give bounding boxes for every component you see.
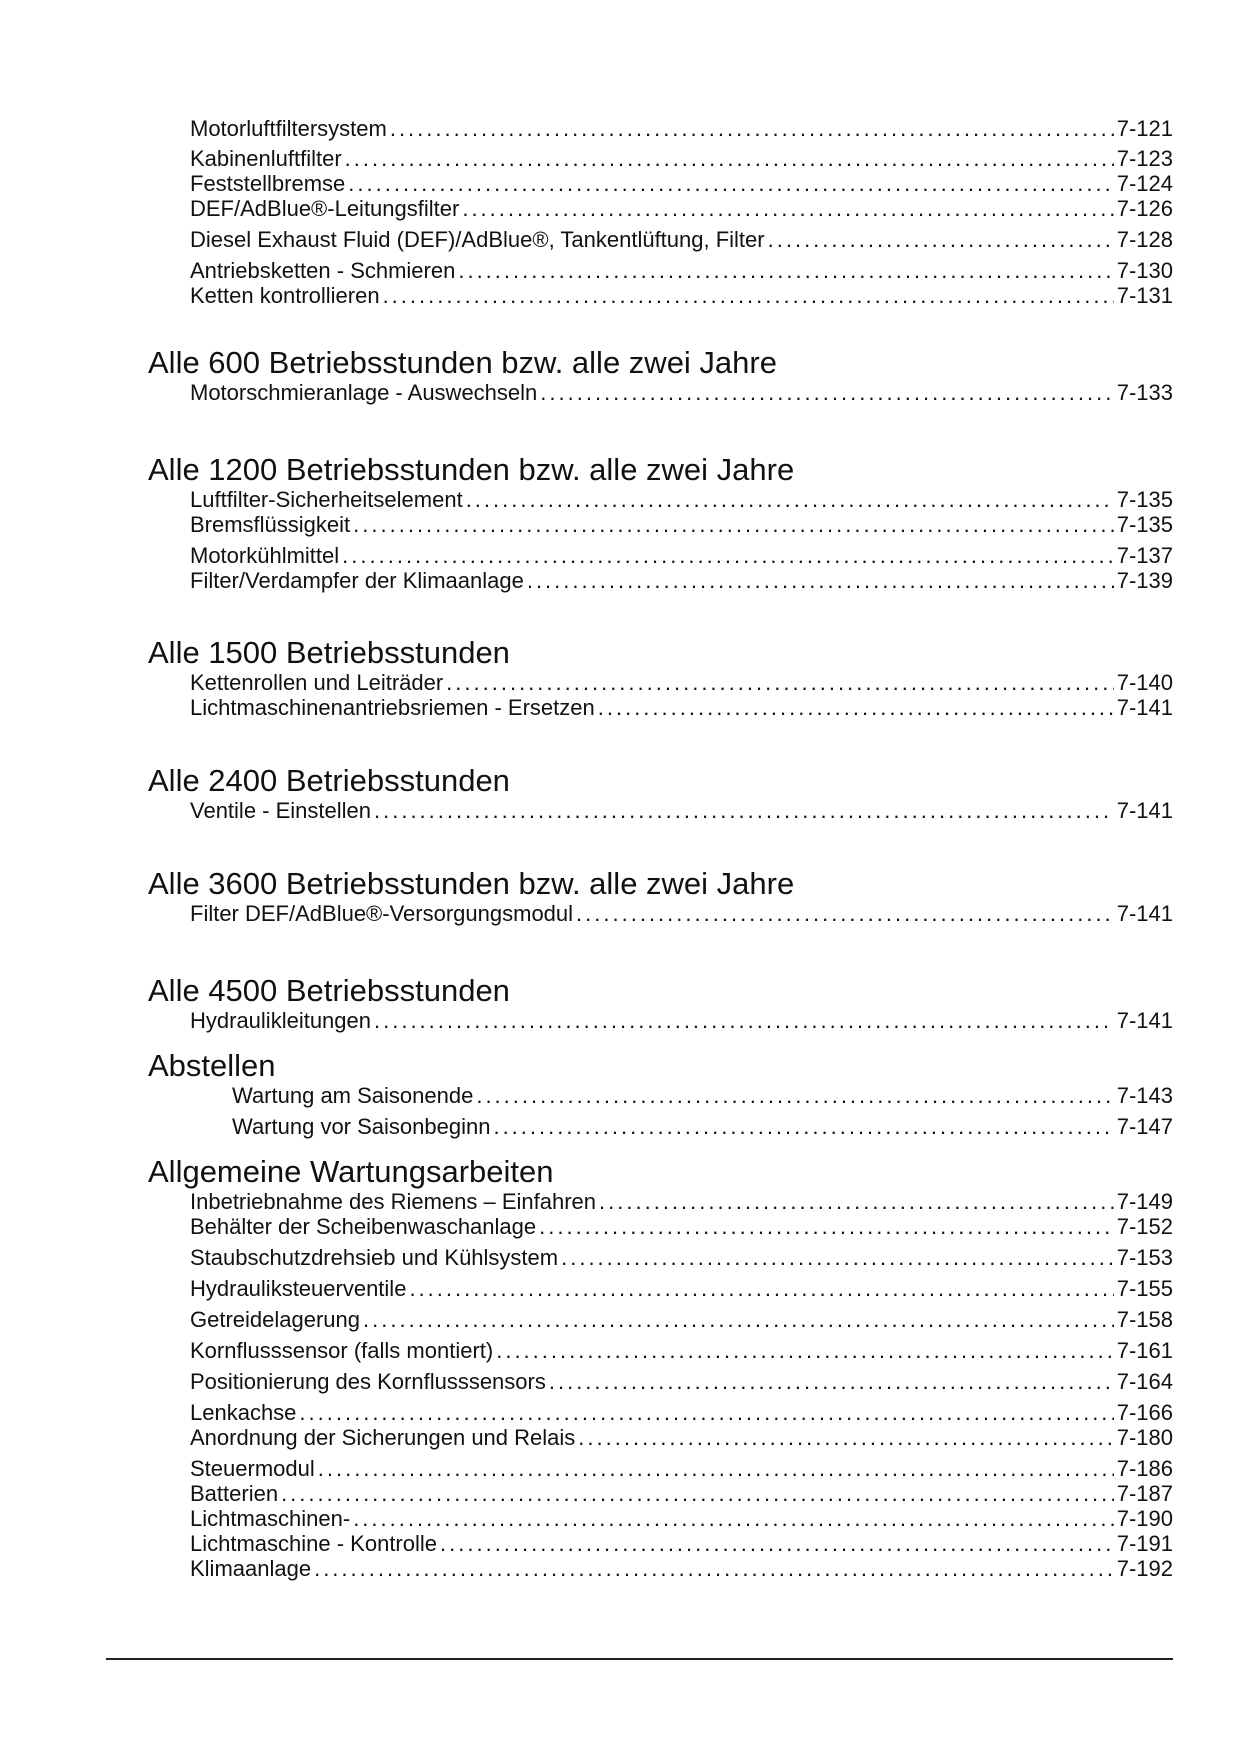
toc-entry[interactable] (148, 1276, 1173, 1301)
toc-entry-title: Feststellbremse (190, 171, 346, 196)
toc-entry-title: Positionierung des Kornflusssensors (190, 1369, 546, 1394)
dot-leader (345, 146, 1114, 171)
toc-entry-page: 7-180 (1116, 1425, 1173, 1450)
dot-leader (462, 196, 1113, 221)
toc-entry[interactable] (148, 695, 1173, 720)
toc-entry-title: DEF/AdBlue®-Leitungsfilter (190, 196, 460, 221)
toc-entry-page: 7-141 (1116, 1008, 1173, 1033)
dot-leader (549, 1369, 1114, 1394)
toc-group (148, 1155, 1173, 1581)
section-heading: Alle 600 Betriebsstunden bzw. alle zwei Jahre (148, 345, 777, 380)
toc-entry[interactable] (148, 568, 1173, 593)
dot-leader (390, 116, 1114, 141)
dot-leader (458, 258, 1113, 283)
section-heading: Allgemeine Wartungsarbeiten (148, 1154, 554, 1189)
toc-group (148, 1049, 1173, 1139)
toc-entry-title: Ketten kontrollieren (190, 283, 380, 308)
section-heading: Alle 3600 Betriebsstunden bzw. alle zwei Jahre (148, 866, 795, 901)
toc-entry-page: 7-147 (1116, 1114, 1173, 1139)
dot-leader (576, 901, 1114, 926)
toc-entry-title: Filter DEF/AdBlue®-Versorgungsmodul (190, 901, 574, 926)
toc-entry-page: 7-141 (1116, 798, 1173, 823)
toc-entry-page: 7-135 (1116, 512, 1173, 537)
dot-leader (374, 798, 1114, 823)
toc-entry[interactable] (148, 798, 1173, 823)
section-heading: Alle 2400 Betriebsstunden (148, 763, 510, 798)
toc-group (148, 346, 1173, 405)
toc-entry[interactable] (148, 1114, 1173, 1139)
toc-entry[interactable] (148, 1245, 1173, 1270)
dot-leader (363, 1307, 1114, 1332)
toc-entry-page: 7-143 (1116, 1083, 1173, 1108)
toc-entry[interactable] (148, 1083, 1173, 1108)
toc-entry-page: 7-153 (1116, 1245, 1173, 1270)
toc-entry[interactable] (148, 116, 1173, 141)
dot-leader (527, 568, 1114, 593)
toc-entry-title: Lichtmaschine - Kontrolle (190, 1531, 438, 1556)
dot-leader (353, 1506, 1114, 1531)
toc-entry-page: 7-191 (1116, 1531, 1173, 1556)
toc-entry-page: 7-139 (1116, 568, 1173, 593)
toc-entry[interactable] (148, 1556, 1173, 1581)
dot-leader (383, 283, 1114, 308)
dot-leader (578, 1425, 1113, 1450)
toc-entry-title: Anordnung der Sicherungen und Relais (190, 1425, 576, 1450)
toc-entry-title: Staubschutzdrehsieb und Kühlsystem (190, 1245, 559, 1270)
dot-leader (318, 1456, 1114, 1481)
toc-entry-title: Batterien (190, 1481, 279, 1506)
toc-entry-title: Klimaanlage (190, 1556, 312, 1581)
toc-entry-title: Antriebsketten - Schmieren (190, 258, 456, 283)
dot-leader (299, 1400, 1113, 1425)
dot-leader (476, 1083, 1113, 1108)
dot-leader (440, 1531, 1114, 1556)
toc-entry-page: 7-126 (1116, 196, 1173, 221)
toc-entry-title: Kabinenluftfilter (190, 146, 342, 171)
toc-entry[interactable] (148, 380, 1173, 405)
toc-entry[interactable] (148, 1481, 1173, 1506)
dot-leader (353, 512, 1114, 537)
dot-leader (348, 171, 1113, 196)
table-of-contents (148, 116, 1173, 1581)
dot-leader (496, 1338, 1114, 1363)
toc-entry-page: 7-161 (1116, 1338, 1173, 1363)
toc-entry-page: 7-186 (1116, 1456, 1173, 1481)
toc-entry-title: Kornflusssensor (falls montiert) (190, 1338, 494, 1363)
section-heading: Abstellen (148, 1048, 276, 1083)
dot-leader (540, 380, 1113, 405)
dot-leader (768, 227, 1114, 252)
toc-entry[interactable] (148, 1189, 1173, 1214)
dot-leader (466, 487, 1114, 512)
dot-leader (599, 1189, 1114, 1214)
toc-entry[interactable] (148, 171, 1173, 196)
toc-entry[interactable] (148, 1369, 1173, 1394)
dot-leader (561, 1245, 1114, 1270)
footer-rule (106, 1658, 1173, 1660)
dot-leader (539, 1214, 1114, 1239)
toc-entry[interactable] (148, 258, 1173, 283)
toc-entry-page: 7-133 (1116, 380, 1173, 405)
dot-leader (598, 695, 1114, 720)
toc-entry-title: Hydrauliksteuerventile (190, 1276, 407, 1301)
toc-entry[interactable] (148, 196, 1173, 221)
toc-entry-page: 7-152 (1116, 1214, 1173, 1239)
toc-group (148, 116, 1173, 308)
section-heading: Alle 1500 Betriebsstunden (148, 635, 510, 670)
toc-group (148, 453, 1173, 593)
toc-entry-page: 7-123 (1116, 146, 1173, 171)
toc-entry[interactable] (148, 901, 1173, 926)
dot-leader (446, 670, 1114, 695)
toc-entry-title: Filter/Verdampfer der Klimaanlage (190, 568, 524, 593)
toc-entry-page: 7-164 (1116, 1369, 1173, 1394)
toc-entry[interactable] (148, 543, 1173, 568)
toc-entry-page: 7-121 (1116, 116, 1173, 141)
toc-entry-title: Motorschmieranlage - Auswechseln (190, 380, 538, 405)
dot-leader (342, 543, 1114, 568)
toc-entry-page: 7-141 (1116, 695, 1173, 720)
toc-entry[interactable] (148, 1214, 1173, 1239)
toc-entry[interactable] (148, 1307, 1173, 1332)
toc-entry-title: Behälter der Scheibenwaschanlage (190, 1214, 537, 1239)
toc-entry-page: 7-128 (1116, 227, 1173, 252)
toc-entry-title: Lichtmaschinen- (190, 1506, 351, 1531)
toc-entry-page: 7-166 (1116, 1400, 1173, 1425)
toc-entry-title: Kettenrollen und Leiträder (190, 670, 444, 695)
toc-entry-title: Steuermodul (190, 1456, 315, 1481)
toc-entry[interactable] (148, 1531, 1173, 1556)
toc-group (148, 764, 1173, 823)
toc-entry-title: Wartung am Saisonende (232, 1083, 474, 1108)
toc-entry[interactable] (148, 1456, 1173, 1481)
toc-entry-page: 7-140 (1116, 670, 1173, 695)
toc-entry[interactable] (148, 1425, 1173, 1450)
toc-entry[interactable] (148, 1400, 1173, 1425)
toc-entry-title: Inbetriebnahme des Riemens – Einfahren (190, 1189, 597, 1214)
toc-entry-title: Bremsflüssigkeit (190, 512, 351, 537)
dot-leader (409, 1276, 1113, 1301)
toc-entry-page: 7-155 (1116, 1276, 1173, 1301)
toc-entry-title: Luftfilter-Sicherheitselement (190, 487, 463, 512)
toc-entry[interactable] (148, 146, 1173, 171)
toc-entry[interactable] (148, 1338, 1173, 1363)
toc-entry-page: 7-187 (1116, 1481, 1173, 1506)
toc-entry-page: 7-149 (1116, 1189, 1173, 1214)
toc-entry[interactable] (148, 283, 1173, 308)
toc-entry-page: 7-190 (1116, 1506, 1173, 1531)
toc-entry-title: Motorluftfiltersystem (190, 116, 387, 141)
toc-group (148, 636, 1173, 720)
toc-entry-page: 7-137 (1116, 543, 1173, 568)
toc-entry-page: 7-158 (1116, 1307, 1173, 1332)
toc-group (148, 974, 1173, 1033)
section-heading: Alle 4500 Betriebsstunden (148, 973, 510, 1008)
toc-entry-page: 7-141 (1116, 901, 1173, 926)
dot-leader (314, 1556, 1114, 1581)
dot-leader (493, 1114, 1113, 1139)
toc-entry[interactable] (148, 670, 1173, 695)
toc-entry[interactable] (148, 512, 1173, 537)
dot-leader (281, 1481, 1114, 1506)
toc-group (148, 867, 1173, 926)
toc-entry-title: Wartung vor Saisonbeginn (232, 1114, 491, 1139)
toc-entry-title: Motorkühlmittel (190, 543, 340, 568)
toc-entry-title: Hydraulikleitungen (190, 1008, 371, 1033)
toc-entry-title: Lichtmaschinenantriebsriemen - Ersetzen (190, 695, 595, 720)
toc-entry-page: 7-192 (1116, 1556, 1173, 1581)
toc-entry-page: 7-130 (1116, 258, 1173, 283)
section-heading: Alle 1200 Betriebsstunden bzw. alle zwei Jahre (148, 452, 795, 487)
toc-entry[interactable] (148, 487, 1173, 512)
toc-entry-title: Diesel Exhaust Fluid (DEF)/AdBlue®, Tankentlüftung, Filter (190, 227, 765, 252)
toc-entry[interactable] (148, 227, 1173, 252)
toc-entry-page: 7-135 (1116, 487, 1173, 512)
toc-entry[interactable] (148, 1008, 1173, 1033)
toc-entry-title: Getreidelagerung (190, 1307, 361, 1332)
toc-entry-title: Lenkachse (190, 1400, 297, 1425)
dot-leader (374, 1008, 1114, 1033)
toc-entry-title: Ventile - Einstellen (190, 798, 371, 823)
toc-entry-page: 7-131 (1116, 283, 1173, 308)
toc-entry-page: 7-124 (1116, 171, 1173, 196)
toc-entry[interactable] (148, 1506, 1173, 1531)
